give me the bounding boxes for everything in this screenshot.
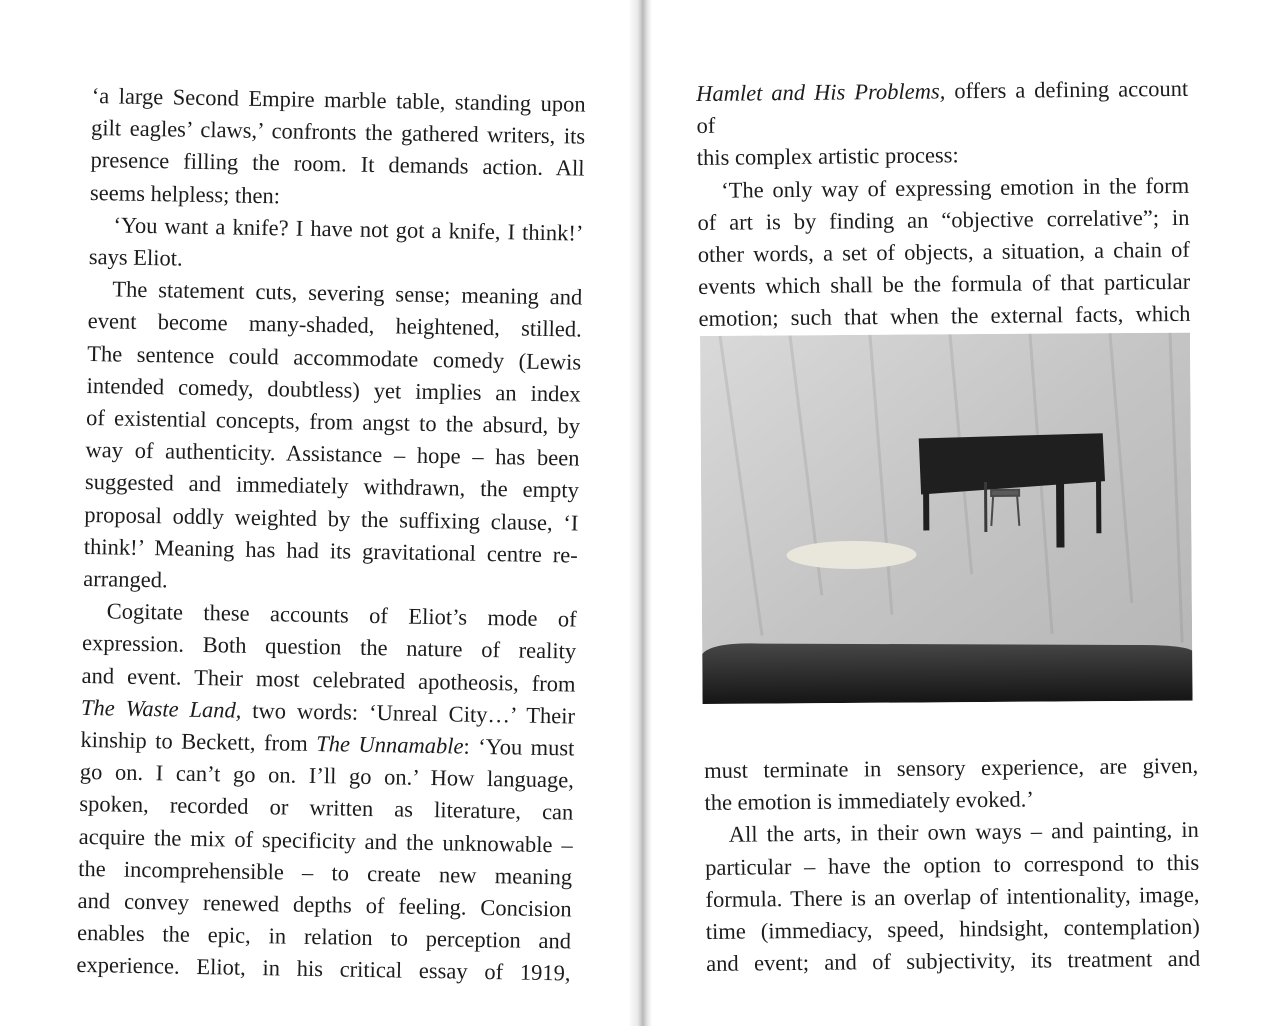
text-fragment: offers a defining account of: [696, 75, 1189, 139]
essay-title-hamlet: Hamlet and His Problems,: [696, 78, 946, 106]
text-line: and event. Their most celebrated apotheosis, from: [81, 662, 576, 697]
text-line: All the arts, in their own ways – and painting, in: [728, 817, 1199, 848]
book-gutter: [628, 0, 652, 1026]
book-title-waste-land: The Waste Land,: [80, 694, 242, 723]
text-line: presence filling the room. It demands action. All: [90, 147, 585, 182]
text-line: spoken, recorded or written as literature, can: [79, 791, 574, 825]
painting-floor-edge: [702, 640, 1192, 704]
text-line: ‘a large Second Empire marble table, standing upon: [91, 82, 586, 117]
text-line: of existential concepts, from angst to the absurd, by: [85, 404, 581, 439]
text-line: proposal oddly weighted by the suffixing clause, ‘I: [84, 501, 579, 536]
text-line: events which shall be the formula of that particular: [698, 269, 1191, 300]
text-line: go on. I can’t go on. I’ll go on.’ How language,: [79, 759, 575, 793]
text-line: emotion; such that when the external facts, which: [698, 301, 1191, 332]
text-line: time (immediacy, speed, hindsight, contemplation): [705, 913, 1200, 945]
right-page-bottom-text: [704, 750, 1200, 981]
text-line: intended comedy, doubtless) yet implies an index: [86, 372, 581, 407]
text-line: seems helpless; then:: [89, 179, 281, 208]
text-line: The sentence could accommodate comedy (Lewis: [87, 340, 582, 375]
text-line: says Eliot.: [88, 243, 183, 271]
text-line: and convey renewed depths of feeling. Concision: [77, 887, 572, 922]
right-page-top-text: [696, 73, 1191, 336]
text-line: ‘You want a knife? I have not got a knife, I think!’: [113, 212, 584, 246]
painting-image: [700, 333, 1193, 704]
text-line: must terminate in sensory experience, are given,: [704, 752, 1199, 783]
text-line: acquire the mix of specificity and the unknowable –: [78, 823, 573, 858]
text-line: suggested and immediately withdrawn, the empty: [84, 469, 580, 503]
text-fragment: : ‘You must: [463, 733, 575, 761]
text-line: enables the epic, in relation to perception and: [76, 920, 572, 954]
text-line: The statement cuts, severing sense; meaning and: [112, 276, 583, 310]
painting-plate: [700, 333, 1193, 704]
text-line: the emotion is immediately evoked.’: [704, 786, 1034, 816]
text-line: Cogitate these accounts of Eliot’s mode of: [106, 598, 577, 632]
text-line: think!’ Meaning has had its gravitational centre re-: [83, 533, 579, 568]
text-line: and event; and of subjectivity, its treatment and: [706, 946, 1201, 977]
left-page-text: [76, 80, 586, 990]
text-line: expression. Both question the nature of reality: [81, 630, 577, 664]
text-line: other words, a set of objects, a situation, a chain of: [697, 236, 1190, 268]
text-line: way of authenticity. Assistance – hope – has been: [85, 437, 580, 471]
text-line: the incomprehensible – to create new meaning: [78, 855, 573, 890]
text-line: particular – have the option to correspond to this: [705, 849, 1200, 880]
text-line: formula. There is an overlap of intentionality, image,: [705, 881, 1200, 912]
text-line-with-title: [696, 73, 1189, 143]
text-line: ‘The only way of expressing emotion in the form: [721, 172, 1190, 203]
text-fragment: two words: ‘Unreal City…’ Their: [252, 697, 576, 729]
text-fragment: kinship to Beckett, from: [80, 726, 308, 756]
book-title-unnamable: The Unnamable: [316, 731, 464, 759]
text-line: experience. Eliot, in his critical essay of 1919,: [76, 952, 571, 986]
text-line: of art is by finding an “objective correlative”; in: [697, 204, 1190, 235]
text-line: gilt eagles’ claws,’ confronts the gathered writers, its: [90, 115, 586, 149]
text-line: this complex artistic process:: [696, 142, 959, 171]
text-line: arranged.: [83, 565, 168, 593]
text-line: event become many-shaded, heightened, stilled.: [87, 308, 582, 343]
